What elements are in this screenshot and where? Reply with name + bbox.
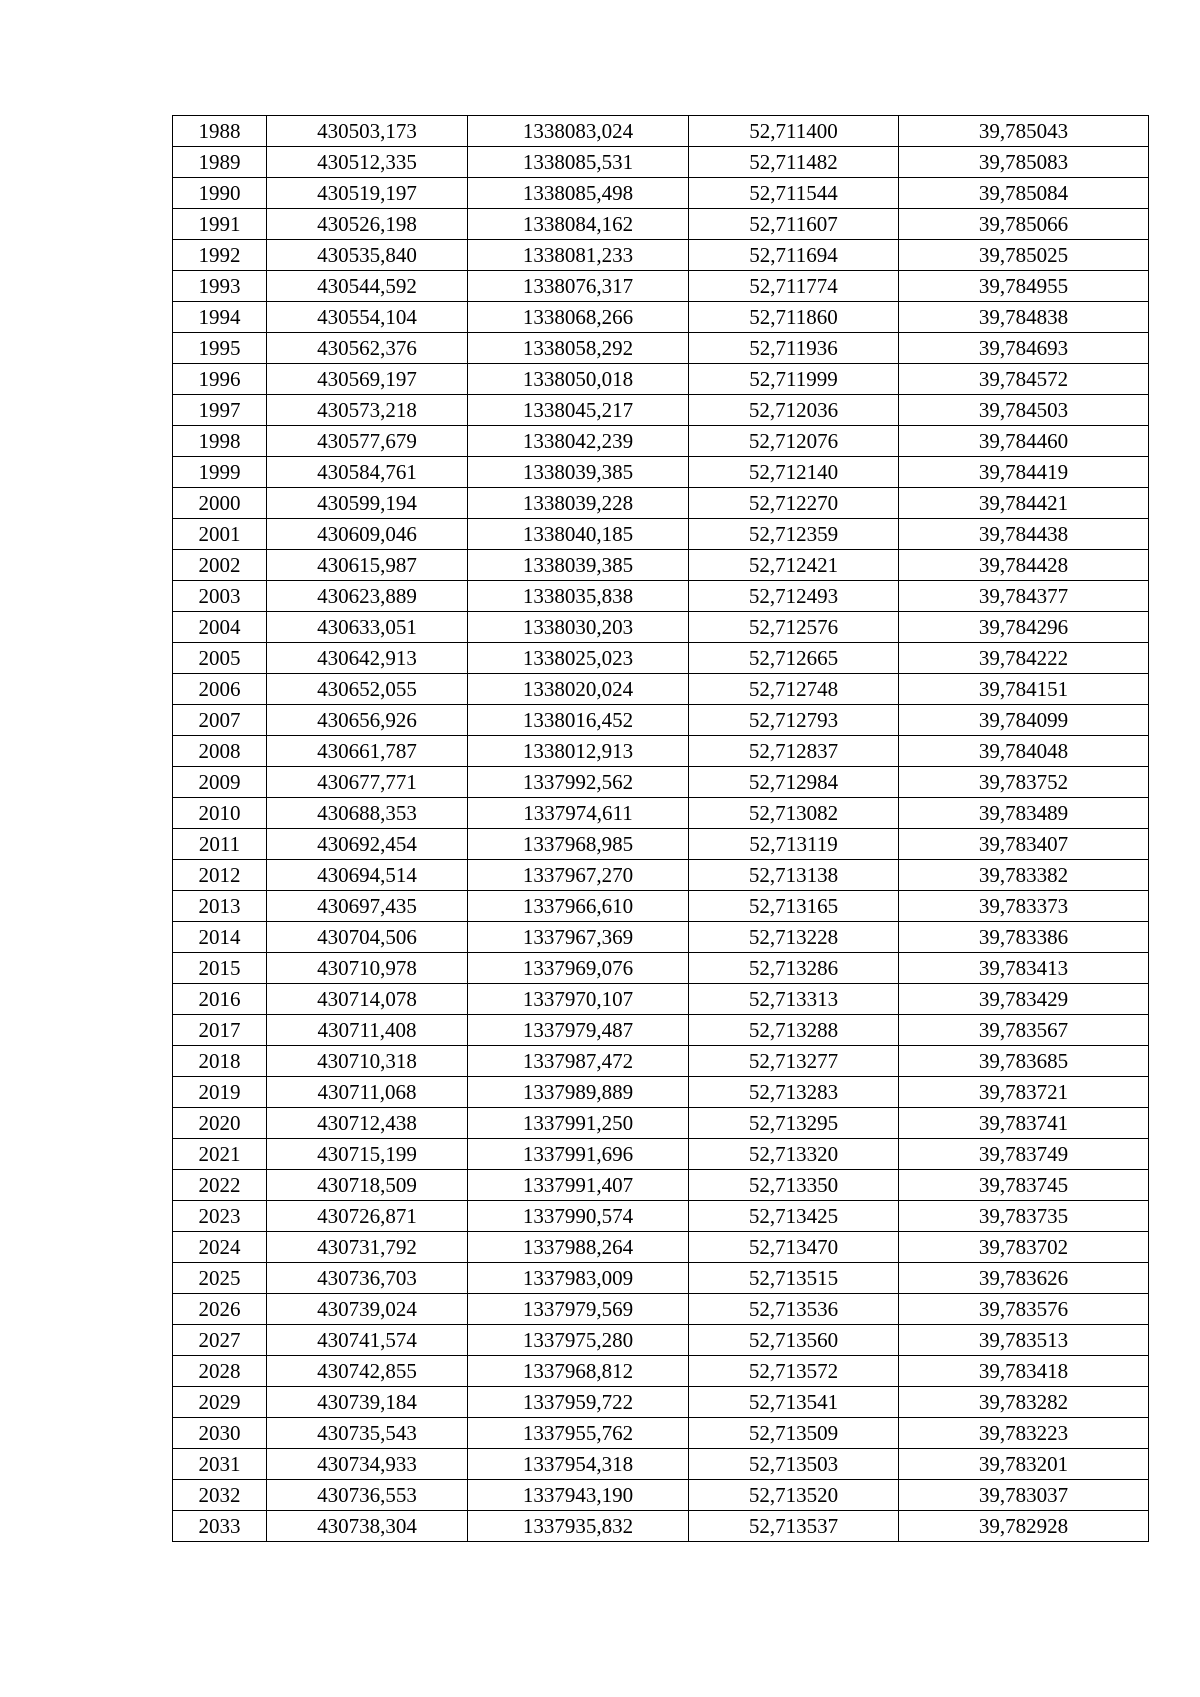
table-row <box>173 364 1149 395</box>
longitude-cell: 39,783429 <box>899 984 1149 1015</box>
table-row <box>173 395 1149 426</box>
table-row <box>173 1232 1149 1263</box>
y-coordinate-cell: 1337974,611 <box>468 798 689 829</box>
year-cell: 2033 <box>173 1511 267 1542</box>
year-cell: 2014 <box>173 922 267 953</box>
data-table <box>172 115 1149 1542</box>
table-row <box>173 674 1149 705</box>
x-coordinate-cell: 430736,553 <box>267 1480 468 1511</box>
y-coordinate-cell: 1337970,107 <box>468 984 689 1015</box>
x-coordinate-cell: 430738,304 <box>267 1511 468 1542</box>
year-cell: 2013 <box>173 891 267 922</box>
longitude-cell: 39,783576 <box>899 1294 1149 1325</box>
table-row <box>173 1015 1149 1046</box>
x-coordinate-cell: 430569,197 <box>267 364 468 395</box>
latitude-cell: 52,713572 <box>689 1356 899 1387</box>
year-cell: 2001 <box>173 519 267 550</box>
longitude-cell: 39,784421 <box>899 488 1149 519</box>
latitude-cell: 52,713541 <box>689 1387 899 1418</box>
longitude-cell: 39,784099 <box>899 705 1149 736</box>
latitude-cell: 52,713520 <box>689 1480 899 1511</box>
y-coordinate-cell: 1337975,280 <box>468 1325 689 1356</box>
year-cell: 2022 <box>173 1170 267 1201</box>
x-coordinate-cell: 430615,987 <box>267 550 468 581</box>
y-coordinate-cell: 1338050,018 <box>468 364 689 395</box>
x-coordinate-cell: 430715,199 <box>267 1139 468 1170</box>
y-coordinate-cell: 1337954,318 <box>468 1449 689 1480</box>
table-row <box>173 1139 1149 1170</box>
x-coordinate-cell: 430704,506 <box>267 922 468 953</box>
table-row <box>173 1170 1149 1201</box>
y-coordinate-cell: 1337983,009 <box>468 1263 689 1294</box>
x-coordinate-cell: 430731,792 <box>267 1232 468 1263</box>
table-row <box>173 767 1149 798</box>
table-row <box>173 798 1149 829</box>
longitude-cell: 39,784693 <box>899 333 1149 364</box>
longitude-cell: 39,783407 <box>899 829 1149 860</box>
year-cell: 2026 <box>173 1294 267 1325</box>
year-cell: 2023 <box>173 1201 267 1232</box>
latitude-cell: 52,713503 <box>689 1449 899 1480</box>
y-coordinate-cell: 1337935,832 <box>468 1511 689 1542</box>
latitude-cell: 52,713119 <box>689 829 899 860</box>
year-cell: 1996 <box>173 364 267 395</box>
year-cell: 2030 <box>173 1418 267 1449</box>
longitude-cell: 39,783685 <box>899 1046 1149 1077</box>
latitude-cell: 52,712837 <box>689 736 899 767</box>
x-coordinate-cell: 430623,889 <box>267 581 468 612</box>
x-coordinate-cell: 430692,454 <box>267 829 468 860</box>
table-row <box>173 984 1149 1015</box>
y-coordinate-cell: 1338025,023 <box>468 643 689 674</box>
latitude-cell: 52,713165 <box>689 891 899 922</box>
x-coordinate-cell: 430562,376 <box>267 333 468 364</box>
table-row <box>173 426 1149 457</box>
year-cell: 1995 <box>173 333 267 364</box>
year-cell: 1999 <box>173 457 267 488</box>
longitude-cell: 39,784955 <box>899 271 1149 302</box>
longitude-cell: 39,783201 <box>899 1449 1149 1480</box>
latitude-cell: 52,712421 <box>689 550 899 581</box>
year-cell: 2024 <box>173 1232 267 1263</box>
y-coordinate-cell: 1338040,185 <box>468 519 689 550</box>
year-cell: 2020 <box>173 1108 267 1139</box>
year-cell: 1989 <box>173 147 267 178</box>
y-coordinate-cell: 1338020,024 <box>468 674 689 705</box>
year-cell: 2003 <box>173 581 267 612</box>
table-row <box>173 1201 1149 1232</box>
x-coordinate-cell: 430718,509 <box>267 1170 468 1201</box>
table-row <box>173 240 1149 271</box>
latitude-cell: 52,711482 <box>689 147 899 178</box>
latitude-cell: 52,713320 <box>689 1139 899 1170</box>
x-coordinate-cell: 430584,761 <box>267 457 468 488</box>
longitude-cell: 39,783037 <box>899 1480 1149 1511</box>
longitude-cell: 39,783567 <box>899 1015 1149 1046</box>
table-row <box>173 116 1149 147</box>
longitude-cell: 39,783735 <box>899 1201 1149 1232</box>
latitude-cell: 52,713425 <box>689 1201 899 1232</box>
x-coordinate-cell: 430633,051 <box>267 612 468 643</box>
table-row <box>173 333 1149 364</box>
longitude-cell: 39,783382 <box>899 860 1149 891</box>
y-coordinate-cell: 1337967,270 <box>468 860 689 891</box>
y-coordinate-cell: 1338083,024 <box>468 116 689 147</box>
y-coordinate-cell: 1337966,610 <box>468 891 689 922</box>
longitude-cell: 39,784377 <box>899 581 1149 612</box>
y-coordinate-cell: 1338016,452 <box>468 705 689 736</box>
y-coordinate-cell: 1338085,531 <box>468 147 689 178</box>
y-coordinate-cell: 1337967,369 <box>468 922 689 953</box>
y-coordinate-cell: 1338068,266 <box>468 302 689 333</box>
latitude-cell: 52,711607 <box>689 209 899 240</box>
x-coordinate-cell: 430599,194 <box>267 488 468 519</box>
y-coordinate-cell: 1337989,889 <box>468 1077 689 1108</box>
latitude-cell: 52,713277 <box>689 1046 899 1077</box>
table-row <box>173 1325 1149 1356</box>
table-row <box>173 488 1149 519</box>
y-coordinate-cell: 1337979,487 <box>468 1015 689 1046</box>
longitude-cell: 39,783489 <box>899 798 1149 829</box>
x-coordinate-cell: 430677,771 <box>267 767 468 798</box>
y-coordinate-cell: 1337991,696 <box>468 1139 689 1170</box>
longitude-cell: 39,783413 <box>899 953 1149 984</box>
y-coordinate-cell: 1338084,162 <box>468 209 689 240</box>
year-cell: 2027 <box>173 1325 267 1356</box>
longitude-cell: 39,785043 <box>899 116 1149 147</box>
y-coordinate-cell: 1337988,264 <box>468 1232 689 1263</box>
y-coordinate-cell: 1338081,233 <box>468 240 689 271</box>
latitude-cell: 52,711774 <box>689 271 899 302</box>
y-coordinate-cell: 1338076,317 <box>468 271 689 302</box>
year-cell: 2008 <box>173 736 267 767</box>
latitude-cell: 52,713536 <box>689 1294 899 1325</box>
x-coordinate-cell: 430656,926 <box>267 705 468 736</box>
latitude-cell: 52,713515 <box>689 1263 899 1294</box>
longitude-cell: 39,784438 <box>899 519 1149 550</box>
longitude-cell: 39,785084 <box>899 178 1149 209</box>
year-cell: 2004 <box>173 612 267 643</box>
latitude-cell: 52,713288 <box>689 1015 899 1046</box>
table-row <box>173 457 1149 488</box>
table-row <box>173 860 1149 891</box>
table-row <box>173 1046 1149 1077</box>
y-coordinate-cell: 1337969,076 <box>468 953 689 984</box>
y-coordinate-cell: 1338039,228 <box>468 488 689 519</box>
table-row <box>173 1294 1149 1325</box>
x-coordinate-cell: 430642,913 <box>267 643 468 674</box>
year-cell: 2002 <box>173 550 267 581</box>
longitude-cell: 39,784222 <box>899 643 1149 674</box>
x-coordinate-cell: 430739,184 <box>267 1387 468 1418</box>
table-row <box>173 302 1149 333</box>
table-row <box>173 1077 1149 1108</box>
table-row <box>173 1387 1149 1418</box>
latitude-cell: 52,712748 <box>689 674 899 705</box>
y-coordinate-cell: 1337990,574 <box>468 1201 689 1232</box>
latitude-cell: 52,713313 <box>689 984 899 1015</box>
y-coordinate-cell: 1338030,203 <box>468 612 689 643</box>
y-coordinate-cell: 1338039,385 <box>468 550 689 581</box>
x-coordinate-cell: 430736,703 <box>267 1263 468 1294</box>
x-coordinate-cell: 430503,173 <box>267 116 468 147</box>
latitude-cell: 52,713470 <box>689 1232 899 1263</box>
x-coordinate-cell: 430741,574 <box>267 1325 468 1356</box>
table-row <box>173 1418 1149 1449</box>
latitude-cell: 52,712270 <box>689 488 899 519</box>
longitude-cell: 39,783513 <box>899 1325 1149 1356</box>
y-coordinate-cell: 1338045,217 <box>468 395 689 426</box>
longitude-cell: 39,784572 <box>899 364 1149 395</box>
year-cell: 2021 <box>173 1139 267 1170</box>
latitude-cell: 52,712793 <box>689 705 899 736</box>
x-coordinate-cell: 430710,978 <box>267 953 468 984</box>
year-cell: 2005 <box>173 643 267 674</box>
latitude-cell: 52,712576 <box>689 612 899 643</box>
table-row <box>173 643 1149 674</box>
x-coordinate-cell: 430512,335 <box>267 147 468 178</box>
latitude-cell: 52,712984 <box>689 767 899 798</box>
longitude-cell: 39,783745 <box>899 1170 1149 1201</box>
year-cell: 2015 <box>173 953 267 984</box>
year-cell: 2016 <box>173 984 267 1015</box>
year-cell: 2006 <box>173 674 267 705</box>
year-cell: 2018 <box>173 1046 267 1077</box>
longitude-cell: 39,783386 <box>899 922 1149 953</box>
table-row <box>173 550 1149 581</box>
y-coordinate-cell: 1337979,569 <box>468 1294 689 1325</box>
year-cell: 2009 <box>173 767 267 798</box>
x-coordinate-cell: 430609,046 <box>267 519 468 550</box>
year-cell: 2010 <box>173 798 267 829</box>
table-row <box>173 209 1149 240</box>
year-cell: 2031 <box>173 1449 267 1480</box>
latitude-cell: 52,713295 <box>689 1108 899 1139</box>
table-row <box>173 1263 1149 1294</box>
year-cell: 1997 <box>173 395 267 426</box>
longitude-cell: 39,785066 <box>899 209 1149 240</box>
table-row <box>173 1356 1149 1387</box>
x-coordinate-cell: 430711,408 <box>267 1015 468 1046</box>
latitude-cell: 52,711860 <box>689 302 899 333</box>
y-coordinate-cell: 1337968,985 <box>468 829 689 860</box>
x-coordinate-cell: 430694,514 <box>267 860 468 891</box>
x-coordinate-cell: 430735,543 <box>267 1418 468 1449</box>
x-coordinate-cell: 430577,679 <box>267 426 468 457</box>
latitude-cell: 52,712665 <box>689 643 899 674</box>
y-coordinate-cell: 1337992,562 <box>468 767 689 798</box>
longitude-cell: 39,784428 <box>899 550 1149 581</box>
year-cell: 2029 <box>173 1387 267 1418</box>
y-coordinate-cell: 1338012,913 <box>468 736 689 767</box>
year-cell: 1991 <box>173 209 267 240</box>
longitude-cell: 39,783702 <box>899 1232 1149 1263</box>
longitude-cell: 39,784503 <box>899 395 1149 426</box>
longitude-cell: 39,784460 <box>899 426 1149 457</box>
year-cell: 2000 <box>173 488 267 519</box>
longitude-cell: 39,783741 <box>899 1108 1149 1139</box>
x-coordinate-cell: 430734,933 <box>267 1449 468 1480</box>
table-row <box>173 1480 1149 1511</box>
table-row <box>173 612 1149 643</box>
longitude-cell: 39,783626 <box>899 1263 1149 1294</box>
table-row <box>173 1511 1149 1542</box>
latitude-cell: 52,711544 <box>689 178 899 209</box>
x-coordinate-cell: 430711,068 <box>267 1077 468 1108</box>
x-coordinate-cell: 430526,198 <box>267 209 468 240</box>
x-coordinate-cell: 430710,318 <box>267 1046 468 1077</box>
latitude-cell: 52,711999 <box>689 364 899 395</box>
y-coordinate-cell: 1337959,722 <box>468 1387 689 1418</box>
latitude-cell: 52,712493 <box>689 581 899 612</box>
y-coordinate-cell: 1338058,292 <box>468 333 689 364</box>
year-cell: 2012 <box>173 860 267 891</box>
year-cell: 2017 <box>173 1015 267 1046</box>
x-coordinate-cell: 430688,353 <box>267 798 468 829</box>
table-row <box>173 922 1149 953</box>
y-coordinate-cell: 1338085,498 <box>468 178 689 209</box>
x-coordinate-cell: 430661,787 <box>267 736 468 767</box>
y-coordinate-cell: 1337968,812 <box>468 1356 689 1387</box>
x-coordinate-cell: 430712,438 <box>267 1108 468 1139</box>
year-cell: 2019 <box>173 1077 267 1108</box>
year-cell: 2028 <box>173 1356 267 1387</box>
x-coordinate-cell: 430519,197 <box>267 178 468 209</box>
year-cell: 1990 <box>173 178 267 209</box>
y-coordinate-cell: 1337955,762 <box>468 1418 689 1449</box>
year-cell: 1988 <box>173 116 267 147</box>
year-cell: 1994 <box>173 302 267 333</box>
table-row <box>173 581 1149 612</box>
longitude-cell: 39,784048 <box>899 736 1149 767</box>
latitude-cell: 52,712076 <box>689 426 899 457</box>
longitude-cell: 39,783721 <box>899 1077 1149 1108</box>
table-row <box>173 736 1149 767</box>
x-coordinate-cell: 430535,840 <box>267 240 468 271</box>
table-row <box>173 271 1149 302</box>
longitude-cell: 39,784151 <box>899 674 1149 705</box>
latitude-cell: 52,713082 <box>689 798 899 829</box>
table-row <box>173 1449 1149 1480</box>
latitude-cell: 52,711400 <box>689 116 899 147</box>
x-coordinate-cell: 430554,104 <box>267 302 468 333</box>
table-row <box>173 705 1149 736</box>
latitude-cell: 52,713286 <box>689 953 899 984</box>
latitude-cell: 52,713350 <box>689 1170 899 1201</box>
latitude-cell: 52,711936 <box>689 333 899 364</box>
longitude-cell: 39,784296 <box>899 612 1149 643</box>
latitude-cell: 52,712359 <box>689 519 899 550</box>
y-coordinate-cell: 1338035,838 <box>468 581 689 612</box>
latitude-cell: 52,711694 <box>689 240 899 271</box>
longitude-cell: 39,785083 <box>899 147 1149 178</box>
x-coordinate-cell: 430726,871 <box>267 1201 468 1232</box>
year-cell: 1992 <box>173 240 267 271</box>
latitude-cell: 52,713228 <box>689 922 899 953</box>
longitude-cell: 39,783752 <box>899 767 1149 798</box>
latitude-cell: 52,713509 <box>689 1418 899 1449</box>
year-cell: 2032 <box>173 1480 267 1511</box>
y-coordinate-cell: 1338042,239 <box>468 426 689 457</box>
y-coordinate-cell: 1337991,407 <box>468 1170 689 1201</box>
table-body <box>173 116 1149 1542</box>
table-row <box>173 891 1149 922</box>
year-cell: 1998 <box>173 426 267 457</box>
x-coordinate-cell: 430739,024 <box>267 1294 468 1325</box>
longitude-cell: 39,784419 <box>899 457 1149 488</box>
x-coordinate-cell: 430714,078 <box>267 984 468 1015</box>
x-coordinate-cell: 430544,592 <box>267 271 468 302</box>
longitude-cell: 39,783418 <box>899 1356 1149 1387</box>
longitude-cell: 39,784838 <box>899 302 1149 333</box>
x-coordinate-cell: 430652,055 <box>267 674 468 705</box>
x-coordinate-cell: 430573,218 <box>267 395 468 426</box>
longitude-cell: 39,783282 <box>899 1387 1149 1418</box>
x-coordinate-cell: 430697,435 <box>267 891 468 922</box>
table-row <box>173 1108 1149 1139</box>
table-row <box>173 178 1149 209</box>
longitude-cell: 39,783749 <box>899 1139 1149 1170</box>
year-cell: 1993 <box>173 271 267 302</box>
longitude-cell: 39,785025 <box>899 240 1149 271</box>
y-coordinate-cell: 1337991,250 <box>468 1108 689 1139</box>
y-coordinate-cell: 1337943,190 <box>468 1480 689 1511</box>
y-coordinate-cell: 1338039,385 <box>468 457 689 488</box>
year-cell: 2007 <box>173 705 267 736</box>
latitude-cell: 52,712036 <box>689 395 899 426</box>
latitude-cell: 52,712140 <box>689 457 899 488</box>
year-cell: 2011 <box>173 829 267 860</box>
table-row <box>173 147 1149 178</box>
table-row <box>173 519 1149 550</box>
y-coordinate-cell: 1337987,472 <box>468 1046 689 1077</box>
year-cell: 2025 <box>173 1263 267 1294</box>
longitude-cell: 39,783373 <box>899 891 1149 922</box>
table-row <box>173 829 1149 860</box>
table-row <box>173 953 1149 984</box>
longitude-cell: 39,782928 <box>899 1511 1149 1542</box>
longitude-cell: 39,783223 <box>899 1418 1149 1449</box>
latitude-cell: 52,713537 <box>689 1511 899 1542</box>
latitude-cell: 52,713283 <box>689 1077 899 1108</box>
x-coordinate-cell: 430742,855 <box>267 1356 468 1387</box>
latitude-cell: 52,713138 <box>689 860 899 891</box>
latitude-cell: 52,713560 <box>689 1325 899 1356</box>
